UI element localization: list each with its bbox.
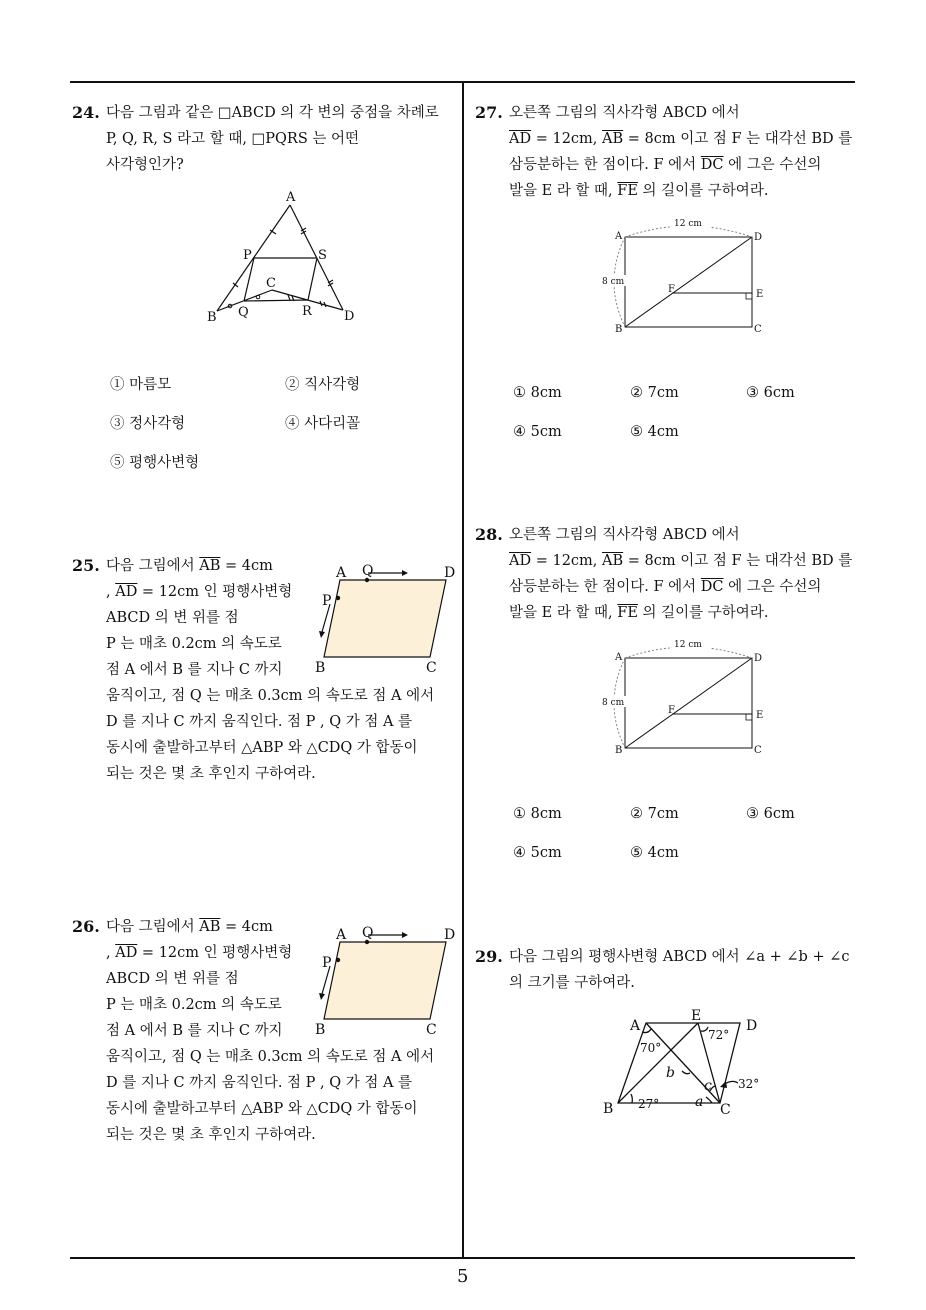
label-D: D [746,1018,758,1034]
label-A: A [615,231,623,242]
label-C: C [720,1102,731,1118]
text-part: , [106,945,116,961]
figure-29 [598,1005,798,1120]
label-P: P [322,593,332,609]
label-Q: Q [362,563,374,579]
segment-ab: $\overline{AB}$ [199,558,221,574]
problem-text: 다음 그림과 같은 □ABCD 의 각 변의 중점을 차례로 [106,105,439,121]
text-part: = 12cm 인 평행사변형 [137,584,293,600]
problem-text: 되는 것은 몇 초 후인지 구하여라. [106,766,316,782]
problem-text [509,600,768,626]
text-part: 발을 E 라 할 때, [509,183,618,199]
text-part: = 12cm 인 평행사변형 [137,945,293,961]
problem-text: 의 크기를 구하여라. [509,975,635,991]
label-top-dimension: 12 cm [674,219,702,229]
figure-25 [310,560,460,675]
problem-text: D 를 지나 C 까지 움직인다. 점 P , Q 가 점 A 를 [106,1075,413,1091]
text-part: = 12cm, [531,131,603,147]
choice-1[interactable]: ① 마름모 [110,377,172,393]
problem-number: 25. [72,556,100,575]
label-B: B [615,324,623,335]
label-C: C [426,660,437,676]
problem-text: 사각형인가? [106,157,184,173]
problem-text [509,178,768,204]
figure-24 [200,185,370,330]
text-part: = 8cm 이고 점 F 는 대각선 BD 를 [623,131,853,147]
segment-ad: $\overline{AD}$ [115,945,138,961]
problem-text: 점 A 에서 B 를 지나 C 까지 [106,1023,283,1039]
problem-number: 27. [475,103,503,122]
label-A: A [630,1018,641,1034]
choice-1[interactable]: ① 8cm [513,385,562,401]
choice-5[interactable]: ⑤ 평행사변형 [110,455,200,471]
problem-text [106,553,273,579]
choice-4[interactable]: ④ 5cm [513,845,562,861]
label-A: A [615,652,623,663]
label-E: E [756,710,764,721]
text-part: 발을 E 라 할 때, [509,605,618,621]
problem-text: P 는 매초 0.2cm 의 속도로 [106,636,282,652]
label-top-dimension: 12 cm [674,640,702,650]
problem-text: 오른쪽 그림의 직사각형 ABCD 에서 [509,527,740,543]
problem-text [106,579,292,605]
label-A: A [336,927,347,943]
problem-text: ABCD 의 변 위를 점 [106,971,239,987]
choice-2[interactable]: ② 직사각형 [285,377,361,393]
label-Q: Q [362,925,374,941]
choice-3[interactable]: ③ 6cm [746,385,795,401]
label-B: B [615,745,623,756]
text-part: 의 길이를 구하여라. [637,183,769,199]
text-part: = 8cm 이고 점 F 는 대각선 BD 를 [623,553,853,569]
page-number: 5 [457,1266,469,1287]
label-angle-32: 32° [738,1077,760,1091]
text-part: 다음 그림에서 [106,919,200,935]
text-part: = 4cm [220,919,273,935]
text-part: 에 그은 수선의 [723,579,822,595]
figure-26 [310,922,460,1037]
problem-text [509,152,821,178]
label-angle-a: a [695,1094,704,1110]
label-B: B [315,660,326,676]
text-part: = 12cm, [531,553,603,569]
problem-text [106,914,273,940]
label-R: R [302,304,312,319]
text-part: 에 그은 수선의 [723,157,822,173]
segment-ad: $\overline{AD}$ [509,553,532,569]
label-D: D [754,232,763,243]
label-left-dimension: 8 cm [602,277,625,287]
segment-ab: $\overline{AB}$ [199,919,221,935]
figure-27 [598,212,778,337]
problem-text [106,940,292,966]
label-E: E [756,289,764,300]
label-D: D [344,309,355,324]
choice-4[interactable]: ④ 사다리꼴 [285,416,361,432]
choice-3[interactable]: ③ 정사각형 [110,416,186,432]
choice-2[interactable]: ② 7cm [630,385,679,401]
problem-text: ABCD 의 변 위를 점 [106,610,239,626]
label-A: A [336,565,347,581]
choice-5[interactable]: ⑤ 4cm [630,424,679,440]
segment-dc: $\overline{DC}$ [700,157,724,173]
problem-text: P, Q, R, S 라고 할 때, □PQRS 는 어떤 [106,131,359,147]
problem-number: 29. [475,947,503,966]
problem-text [509,126,852,152]
problem-text: 다음 그림의 평행사변형 ABCD 에서 ∠a + ∠b + ∠c [509,949,850,965]
problem-text: 움직이고, 점 Q 는 매초 0.3cm 의 속도로 점 A 에서 [106,1049,435,1065]
choice-5[interactable]: ⑤ 4cm [630,845,679,861]
text-part: 삼등분하는 한 점이다. F 에서 [509,157,701,173]
text-part: 삼등분하는 한 점이다. F 에서 [509,579,701,595]
problem-text: 점 A 에서 B 를 지나 C 까지 [106,662,283,678]
choice-2[interactable]: ② 7cm [630,806,679,822]
problem-text [509,574,821,600]
label-angle-27: 27° [638,1097,660,1111]
segment-dc: $\overline{DC}$ [700,579,724,595]
label-C: C [754,745,762,756]
segment-ad: $\overline{AD}$ [115,584,138,600]
problem-text: 동시에 출발하고부터 △ABP 와 △CDQ 가 합동이 [106,1101,418,1117]
label-F: F [668,705,675,716]
choice-1[interactable]: ① 8cm [513,806,562,822]
problem-number: 26. [72,917,100,936]
choice-3[interactable]: ③ 6cm [746,806,795,822]
label-B: B [207,310,217,325]
problem-text: 오른쪽 그림의 직사각형 ABCD 에서 [509,105,740,121]
label-D: D [444,927,456,943]
figure-28 [598,633,778,758]
column-divider [462,82,464,1258]
label-D: D [754,653,763,664]
label-angle-b: b [666,1065,675,1081]
segment-fe: $\overline{FE}$ [617,605,638,621]
segment-ab: $\overline{AB}$ [602,553,624,569]
label-E: E [691,1008,702,1024]
label-Q: Q [238,305,249,320]
label-A: A [286,190,296,205]
segment-ad: $\overline{AD}$ [509,131,532,147]
problem-text: 되는 것은 몇 초 후인지 구하여라. [106,1127,316,1143]
text-part: = 4cm [220,558,273,574]
problem-text: P 는 매초 0.2cm 의 속도로 [106,997,282,1013]
parallelogram [324,580,446,657]
problem-number: 24. [72,103,100,122]
label-S: S [318,248,327,263]
problem-text [509,548,852,574]
label-P: P [243,248,252,263]
label-B: B [603,1101,614,1117]
label-F: F [668,284,675,295]
problem-text: D 를 지나 C 까지 움직인다. 점 P , Q 가 점 A 를 [106,714,413,730]
parallelogram [324,942,446,1019]
text-part: 의 길이를 구하여라. [637,605,769,621]
label-angle-c: c [704,1078,712,1094]
problem-text: 동시에 출발하고부터 △ABP 와 △CDQ 가 합동이 [106,740,418,756]
label-B: B [315,1022,326,1038]
text-part: 다음 그림에서 [106,558,200,574]
label-C: C [426,1022,437,1038]
label-left-dimension: 8 cm [602,698,625,708]
problem-number: 28. [475,525,503,544]
label-P: P [322,955,332,971]
text-part: , [106,584,116,600]
label-C: C [266,276,276,291]
choice-4[interactable]: ④ 5cm [513,424,562,440]
label-C: C [754,324,762,335]
label-angle-70: 70° [640,1041,662,1055]
segment-fe: $\overline{FE}$ [617,183,638,199]
problem-text: 움직이고, 점 Q 는 매초 0.3cm 의 속도로 점 A 에서 [106,688,435,704]
label-angle-72: 72° [708,1028,730,1042]
segment-ab: $\overline{AB}$ [602,131,624,147]
label-D: D [444,565,456,581]
